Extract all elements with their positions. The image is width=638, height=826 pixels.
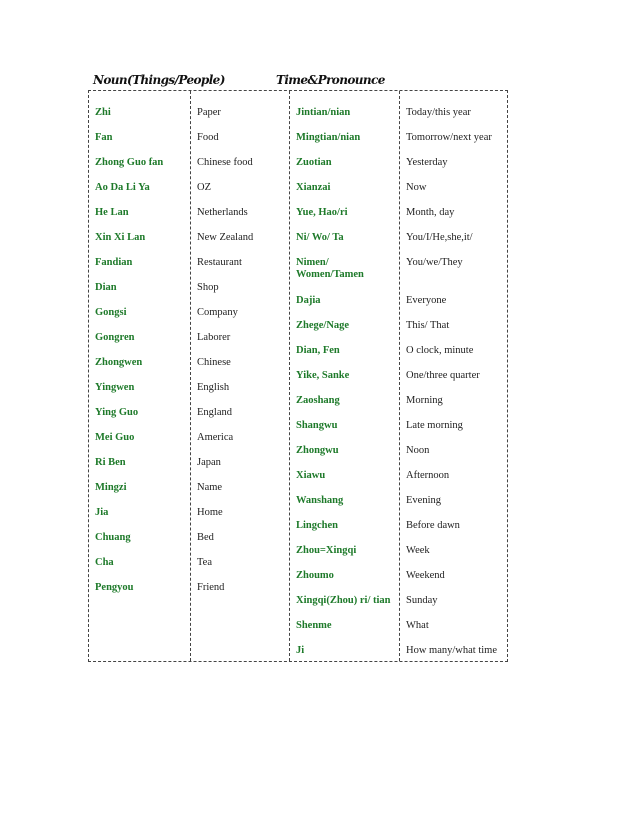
noun-english: Paper <box>197 107 221 118</box>
noun-pinyin: Zhongwen <box>95 357 143 368</box>
time-english: Everyone <box>406 295 447 306</box>
noun-english: Friend <box>197 582 225 593</box>
noun-pinyin: Zhong Guo fan <box>95 157 164 168</box>
time-english: Morning <box>406 395 443 406</box>
time-pinyin: Wanshang <box>296 495 344 506</box>
noun-pinyin: Chuang <box>95 532 131 543</box>
time-pronoun-heading: Time&Pronounce <box>276 73 385 87</box>
time-pinyin: Jintian/nian <box>296 107 351 118</box>
noun-pinyin: Fandian <box>95 257 133 268</box>
time-english: You/we/They <box>406 257 463 268</box>
time-pinyin: Nimen/ Women/Tamen <box>296 257 364 280</box>
time-english: This/ That <box>406 320 450 331</box>
time-pinyin-column <box>289 91 399 661</box>
time-pinyin: Zhongwu <box>296 445 339 456</box>
noun-pinyin: Gongsi <box>95 307 127 318</box>
vocabulary-table <box>88 90 508 662</box>
time-pinyin: Zhou=Xingqi <box>296 545 357 556</box>
time-pinyin: Zhoumo <box>296 570 334 581</box>
noun-pinyin: Gongren <box>95 332 135 343</box>
noun-english: New Zealand <box>197 232 254 243</box>
noun-pinyin: Mei Guo <box>95 432 135 443</box>
nouns-heading: Noun(Things/People) <box>93 73 225 87</box>
noun-pinyin: Xin Xi Lan <box>95 232 146 243</box>
time-pinyin: Dian, Fen <box>296 345 340 356</box>
time-pinyin: Zuotian <box>296 157 332 168</box>
time-english: One/three quarter <box>406 370 480 381</box>
time-english: Week <box>406 545 430 556</box>
time-pinyin: Yue, Hao/ri <box>296 207 348 218</box>
noun-english: Japan <box>197 457 221 468</box>
noun-english: Tea <box>197 557 213 568</box>
noun-pinyin: Jia <box>95 507 109 518</box>
noun-english: English <box>197 382 230 393</box>
time-english: O clock, minute <box>406 345 474 356</box>
noun-english: OZ <box>197 182 211 193</box>
noun-english: Name <box>197 482 223 493</box>
time-english: Late morning <box>406 420 463 431</box>
time-pinyin: Lingchen <box>296 520 339 531</box>
time-english: Before dawn <box>406 520 460 531</box>
time-pinyin: Mingtian/nian <box>296 132 361 143</box>
time-pinyin: Xiawu <box>296 470 326 481</box>
time-english: How many/what time <box>406 645 497 656</box>
time-pinyin: Zaoshang <box>296 395 340 406</box>
noun-english: Laborer <box>197 332 231 343</box>
time-pinyin: Shenme <box>296 620 332 631</box>
time-english: Evening <box>406 495 441 506</box>
noun-english: England <box>197 407 232 418</box>
time-pinyin: Zhege/Nage <box>296 320 350 331</box>
noun-english-column <box>190 91 289 661</box>
time-pinyin: Xianzai <box>296 182 331 193</box>
time-english: Afternoon <box>406 470 450 481</box>
time-english: You/I/He,she,it/ <box>406 232 473 243</box>
noun-pinyin: Yingwen <box>95 382 135 393</box>
time-pinyin: Ji <box>296 645 305 656</box>
time-english: Today/this year <box>406 107 471 118</box>
time-pinyin: Ni/ Wo/ Ta <box>296 232 344 243</box>
noun-pinyin: Ao Da Li Ya <box>95 182 150 193</box>
noun-english: Food <box>197 132 219 143</box>
noun-english: Restaurant <box>197 257 242 268</box>
noun-english: Chinese <box>197 357 231 368</box>
noun-pinyin-column <box>89 91 190 661</box>
noun-english: Company <box>197 307 238 318</box>
time-english: Month, day <box>406 207 455 218</box>
time-english: Yesterday <box>406 157 448 168</box>
time-english: What <box>406 620 429 631</box>
time-english: Now <box>406 182 427 193</box>
noun-pinyin: Fan <box>95 132 113 143</box>
noun-english: Chinese food <box>197 157 253 168</box>
noun-pinyin: Ying Guo <box>95 407 139 418</box>
time-pinyin: Yike, Sanke <box>296 370 350 381</box>
time-english: Weekend <box>406 570 445 581</box>
noun-pinyin: Mingzi <box>95 482 127 493</box>
time-english-column <box>399 91 509 661</box>
noun-pinyin: Ri Ben <box>95 457 126 468</box>
noun-english: Home <box>197 507 223 518</box>
noun-english: America <box>197 432 234 443</box>
noun-english: Netherlands <box>197 207 248 218</box>
time-english: Tomorrow/next year <box>406 132 492 143</box>
noun-pinyin: Pengyou <box>95 582 134 593</box>
noun-pinyin: Zhi <box>95 107 111 118</box>
time-english: Noon <box>406 445 430 456</box>
time-pinyin: Shangwu <box>296 420 338 431</box>
time-pinyin: Dajia <box>296 295 321 306</box>
noun-english: Bed <box>197 532 214 543</box>
noun-pinyin: He Lan <box>95 207 129 218</box>
noun-english: Shop <box>197 282 219 293</box>
time-pinyin: Xingqi(Zhou) ri/ tian <box>296 595 391 606</box>
time-english: Sunday <box>406 595 438 606</box>
noun-pinyin: Cha <box>95 557 114 568</box>
noun-pinyin: Dian <box>95 282 117 293</box>
